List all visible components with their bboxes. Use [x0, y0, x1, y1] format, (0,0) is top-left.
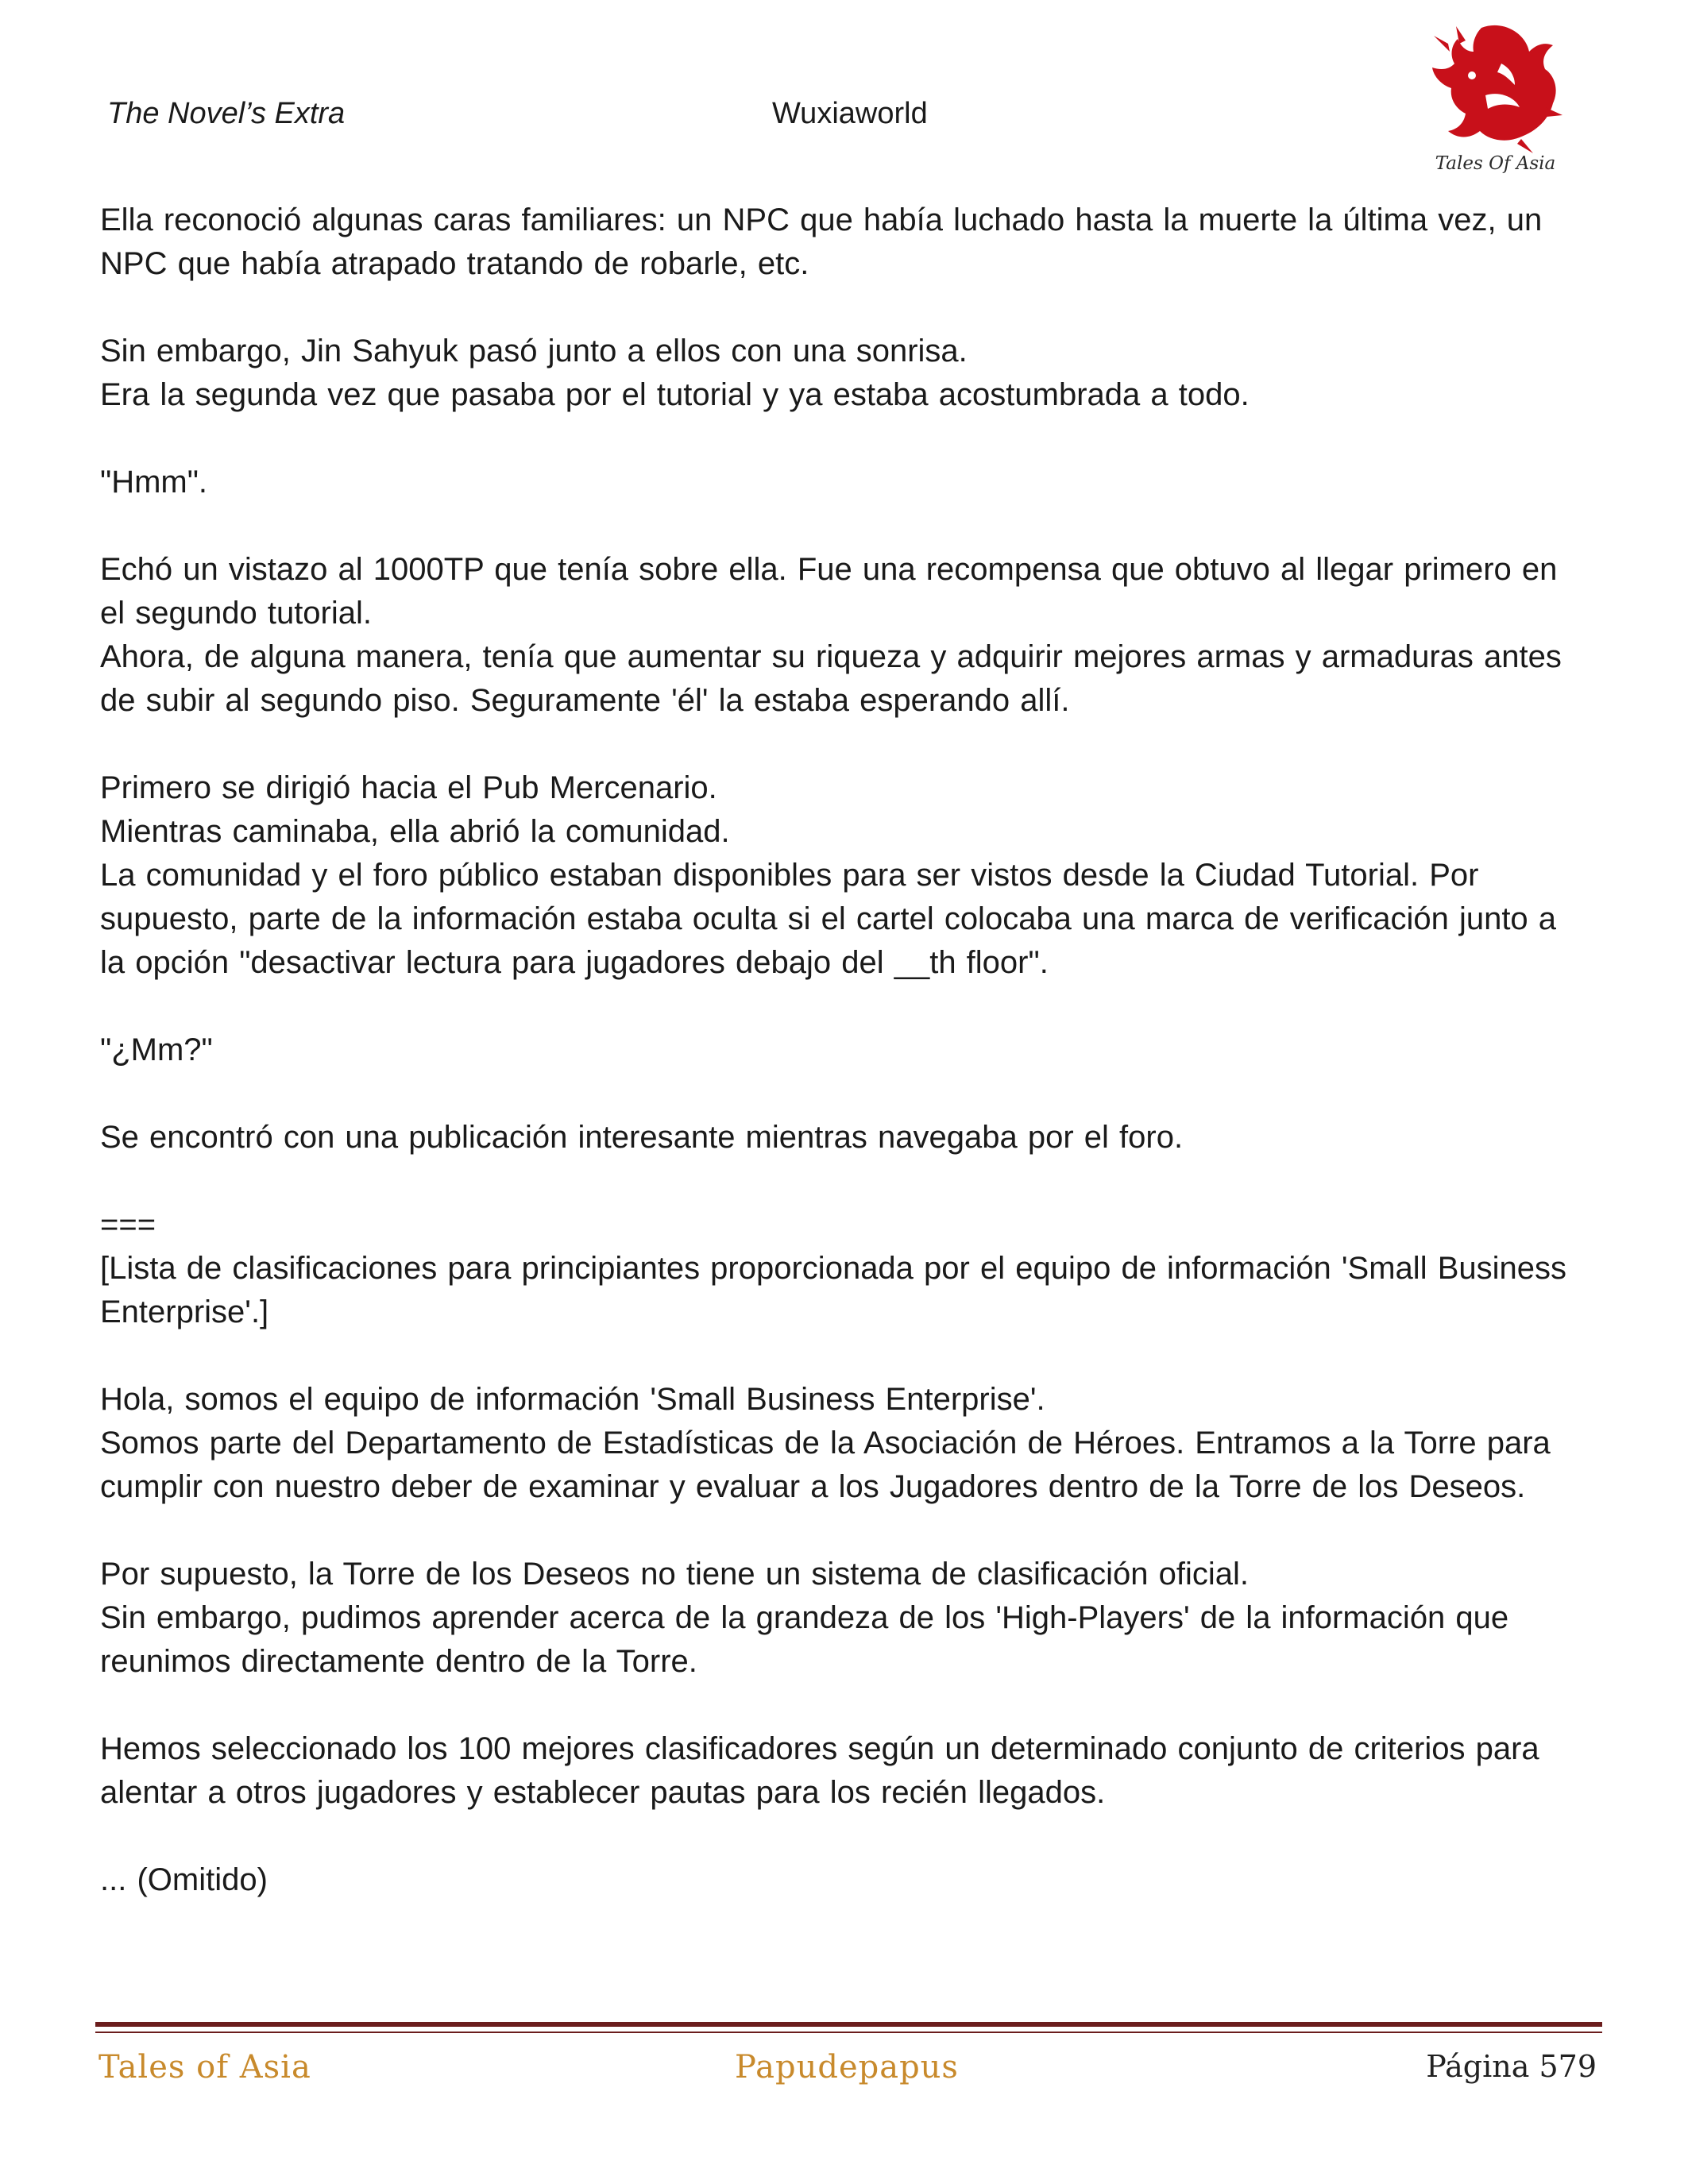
paragraph: [100, 1553, 1590, 1684]
tales-of-asia-logo: [1426, 20, 1565, 191]
paragraph-line: "¿Mm?": [100, 1032, 213, 1067]
paragraph-line: Sin embargo, Jin Sahyuk pasó junto a ellos con una sonrisa.: [100, 334, 968, 369]
paragraph-line: [Lista de clasificaciones para principiantes proporcionada por el equipo de información 'Small Business Enterprise'.]: [100, 1251, 1566, 1329]
footer-rule-thick: [95, 2022, 1602, 2027]
paragraph-line: ===: [100, 1207, 156, 1242]
paragraph-line: Ahora, de alguna manera, tenía que aumentar su riqueza y adquirir mejores armas y armaduras antes de subir al segundo piso. Seguramente 'él' la estaba esperando allí.: [100, 639, 1562, 718]
paragraph: [100, 1203, 1590, 1334]
paragraph: [100, 330, 1590, 417]
paragraph-line: Era la segunda vez que pasaba por el tutorial y ya estaba acostumbrada a todo.: [100, 377, 1250, 412]
paragraph-line: Primero se dirigió hacia el Pub Mercenario.: [100, 770, 717, 805]
logo-caption: Tales Of Asia: [1435, 153, 1556, 174]
paragraph: [100, 1378, 1590, 1509]
footer-publisher: Tales of Asia: [98, 2049, 311, 2086]
paragraph: [100, 1727, 1590, 1815]
paragraph-line: Mientras caminaba, ella abrió la comunidad.: [100, 814, 730, 849]
chapter-body: [100, 199, 1590, 1946]
paragraph-line: Hemos seleccionado los 100 mejores clasificadores según un determinado conjunto de criterios para alentar a otros jugadores y establecer pautas para los recién llegados.: [100, 1731, 1539, 1810]
paragraph-line: Se encontró con una publicación interesante mientras navegaba por el foro.: [100, 1120, 1184, 1155]
paragraph-line: Ella reconoció algunas caras familiares: un NPC que había luchado hasta la muerte la última vez, un NPC que había atrapado tratando de robarle, etc.: [100, 203, 1543, 281]
paragraph-line: Por supuesto, la Torre de los Deseos no tiene un sistema de clasificación oficial.: [100, 1557, 1250, 1592]
header-book-title: The Novel’s Extra: [107, 97, 346, 130]
paragraph: [100, 548, 1590, 723]
paragraph: [100, 1858, 1590, 1902]
header-site-name: Wuxiaworld: [772, 97, 928, 130]
paragraph: [100, 199, 1590, 286]
paragraph-line: Echó un vistazo al 1000TP que tenía sobre ella. Fue una recompensa que obtuvo al llegar primero en el segundo tutorial.: [100, 552, 1558, 631]
paragraph-line: Sin embargo, pudimos aprender acerca de la grandeza de los 'High-Players' de la información que reunimos directamente dentro de la Torre.: [100, 1600, 1509, 1679]
dragon-logo-icon: [1426, 20, 1565, 155]
paragraph-line: Somos parte del Departamento de Estadísticas de la Asociación de Héroes. Entramos a la Torre para cumplir con nuestro deber de examinar y evaluar a los Jugadores dentro de la Torre de los Deseos.: [100, 1426, 1551, 1504]
paragraph-line: "Hmm".: [100, 465, 208, 500]
footer-rule-thin: [95, 2032, 1602, 2033]
paragraph-line: Hola, somos el equipo de información 'Small Business Enterprise'.: [100, 1382, 1045, 1417]
paragraph: [100, 766, 1590, 985]
paragraph: [100, 461, 1590, 504]
footer-translator: Papudepapus: [735, 2049, 959, 2086]
paragraph: [100, 1116, 1590, 1160]
paragraph-line: ... (Omitido): [100, 1862, 268, 1897]
paragraph-line: La comunidad y el foro público estaban disponibles para ser vistos desde la Ciudad Tutorial. Por supuesto, parte de la información estaba oculta si el cartel colocaba una marca de verificación junto a la opción "desactivar lectura para jugadores debajo del __th floor".: [100, 858, 1557, 980]
paragraph: [100, 1028, 1590, 1072]
footer-page-number: Página 579: [1426, 2049, 1597, 2084]
